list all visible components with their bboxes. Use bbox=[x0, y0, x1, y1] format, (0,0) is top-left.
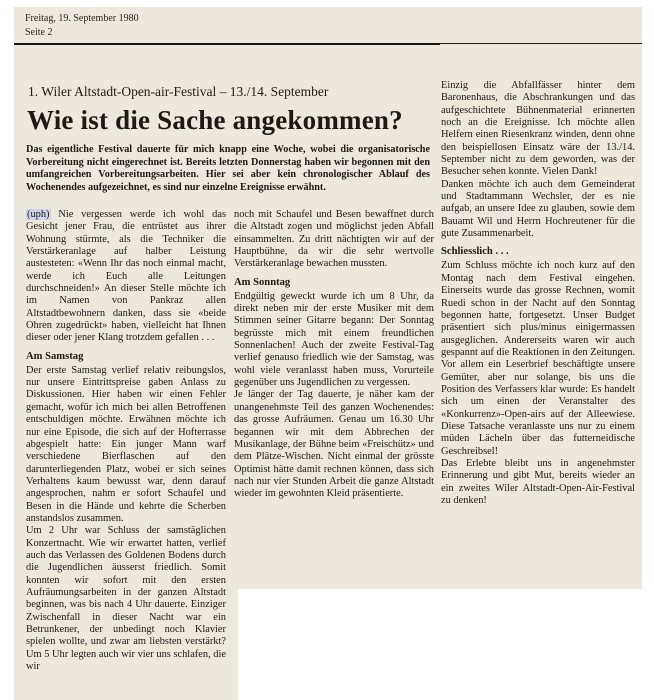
heading-schliesslich: Schliesslich . . . bbox=[441, 246, 509, 258]
column-3-paragraph-3: Zum Schluss möchte ich noch kurz auf den Montag nach dem Festival eingehen. Einerseits wurde das grosse Rechnen, womit Ruedi schon in der Nacht auf den Sonntag begonnen hatte, fortgesetzt. Unser Budget präsentiert sich plus/minus einigermassen ausgeglichen. Andererseits waren wir auch gespannt auf die Reaktionen in den Zeitungen. Vor allem ein Leserbrief beschäftigte unsere Gemüter, aber nur solange, bis uns die Position des Verfassers klar wurde: Es handelt sich um einen der Veranstalter des «Konkurrenz»-Open-airs auf der Alleewiese. Diese Tatsache veranlasste uns nur zu einem müden Lächeln über das futterneidische Geschreibsel! bbox=[441, 260, 635, 457]
article-lead: Das eigentliche Festival dauerte für mich knapp eine Woche, wobei die organisatorische Vorbereitung nicht eingerechnet ist. Bereits letzten Donnerstag haben wir begonnen mit den umfangreichen Vorbereitungsarbeiten. Hier sei aber kein chronologischer Ablauf des Wochenendes aufgezeichnet, es sind nur einzelne Ereignisse erwähnt. bbox=[26, 144, 430, 193]
sonntag-paragraph-2: Je länger der Tag dauerte, je näher kam der unangenehmste Teil des ganzen Wochenendes: das grosse Aufräumen. Genau um 16.30 Uhr begannen wir mit dem Abbrechen der Musikanlage, der Bühne beim «Freischütz» und dem Plätze-Wischen. Nicht einmal der grösste Optimist hätte damit rechnen können, dass sich nach nur vier Stunden Arbeit die ganze Altstadt wieder im gewohnten Kleid präsentierte. bbox=[234, 389, 434, 500]
intro-text: Nie vergessen werde ich wohl das Gesicht jener Frau, die entrüstet aus ihrer Wohnung stürmte, als die Techniker die Verstärkeranlage auf halber Leistung austesteten: «Wenn Ihr das noch einmal macht, werde ich Euch alle Leitungen durchschneiden!» An dieser Stelle möchte ich im Namen von Pankraz allen Altstadtbewohnern danken, dass sie «beide Ohren zugedrückt» haben, vielleicht hat Ihnen dieser oder jener Klang trotzdem gefallen . . . bbox=[26, 209, 226, 344]
intro-paragraph bbox=[26, 209, 226, 345]
samstag-paragraph-1: Der erste Samstag verlief relativ reibungslos, nur unsere Eintrittspreise gaben Anlass zu Diskussionen. Hier haben wir einen Fehler gemacht, wofür ich mich bei allen Betroffenen entschuldigen möchte. Erwähnen möchte ich nur eine Episode, die sich auf der Hofterrasse abgespielt hatte: Ein junger Mann warf verschiedene Bierflaschen auf den darunterliegenden Platz, wobei er sich seines Verhaltens kaum bewusst war, denn darauf angesprochen, nahm er sofort Schaufel und Besen in die Hände und kehrte die Scherben anstandslos zusammen. bbox=[26, 364, 226, 524]
heading-am-samstag: Am Samstag bbox=[26, 350, 84, 362]
article-headline: Wie ist die Sache angekommen? bbox=[27, 105, 403, 135]
column-3-paragraph-4: Das Erlebte bleibt uns in angenehmster Erinnerung und gibt Mut, bereits wieder an ein zweites Wiler Altstadt-Open-Air-Festival zu denken! bbox=[441, 457, 635, 506]
article-subtitle: 1. Wiler Altstadt-Open-air-Festival – 13./14. September bbox=[28, 84, 329, 99]
column-2-continuation: noch mit Schaufel und Besen bewaffnet durch die Altstadt zogen und möglichst jeden Abfall einsammelten. Zu dritt nächtigten wir auf der Hauptbühne, da wir die sehr wertvolle Verstärkeranlage bewachen mussten. bbox=[234, 209, 434, 270]
samstag-paragraph-2: Um 2 Uhr war Schluss der samstäglichen Konzertnacht. Wie wir erwartet hatten, verlief auch das Verlassen des Goldenen Bodens durch die Jugendlichen äusserst friedlich. Somit konnten wir sofort mit den ersten Aufräumungsarbeiten in der ganzen Altstadt beginnen, was bis nach 4 Uhr dauerte. Einziger Zwischenfall in dieser Nacht war ein Betrunkener, der unbedingt noch Klavier spielen wollte, und zwar am liebsten verstärkt? Um 5 Uhr legten auch wir vier uns schlafen, die wir bbox=[26, 525, 226, 673]
sonntag-paragraph-1: Endgültig geweckt wurde ich um 8 Uhr, da direkt neben mir der erste Musiker mit dem Stimmen seiner Gitarre begann: Der Sonntag begrüsste mich mit einem freundlichen Sonnenlachen! Auch der zweite Festival-Tag verlief genauso friedlich wie der Samstag, was wohl viele veranlasst haben muss, Vorurteile gegenüber uns Jugendlichen zu vergessen. bbox=[234, 290, 434, 389]
heading-am-sonntag: Am Sonntag bbox=[234, 276, 291, 288]
column-3-paragraph-1: Einzig die Abfallfässer hinter dem Baronenhaus, die Abschrankungen und das aufgeschichtete Bühnenmaterial erinnerten noch an die Ereignisse. Ich möchte allen Helfern einen Riesenkranz winden, denn ohne den beispiellosen Einsatz wäre der 13./14. September nicht zu dem geworden, was der Besucher sehen konnte. Vielen Dank! bbox=[441, 80, 635, 178]
article-column-2 bbox=[234, 209, 434, 501]
article-column-3 bbox=[441, 80, 635, 507]
header-rule bbox=[14, 43, 440, 45]
article-column-1 bbox=[26, 209, 226, 700]
author-tag: (uph) bbox=[27, 209, 50, 220]
page-number: Seite 2 bbox=[25, 27, 53, 38]
issue-date: Freitag, 19. September 1980 bbox=[25, 13, 139, 24]
header-rule-right bbox=[440, 43, 642, 44]
column-3-paragraph-2: Danken möchte ich auch dem Gemeinderat und Stadtammann Wechsler, der es nie aufgab, an unsere Idee zu glauben, sowie dem Bauamt Wil und Herrn Hochreutener für die gute Zusammenarbeit. bbox=[441, 178, 635, 240]
